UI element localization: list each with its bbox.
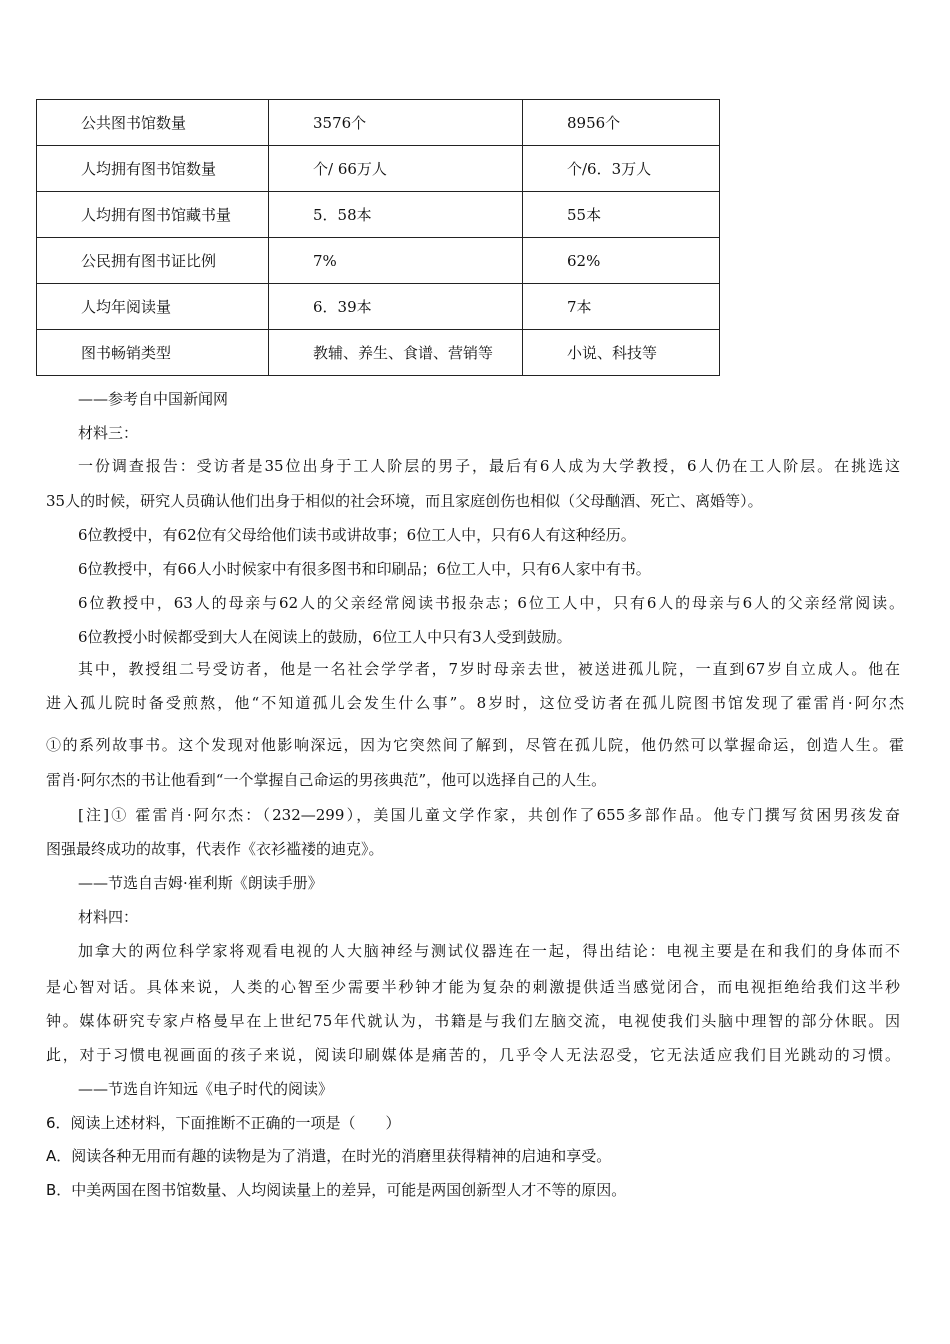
paragraph-line: 进入孤儿院时备受煎熬，他“不知道孤儿会发生什么事”。8岁时，这位受访者在孤儿院图书馆发现了霍雷肖·阿尔杰 bbox=[46, 694, 904, 712]
table-cell-china: 教辅、养生、食谱、营销等 bbox=[269, 330, 523, 376]
table-row bbox=[37, 238, 720, 284]
table-cell-label: 公民拥有图书证比例 bbox=[37, 238, 269, 284]
table-cell-usa: 55本 bbox=[523, 192, 720, 238]
table-cell-usa: 62% bbox=[523, 238, 720, 284]
answer-option-a: A．阅读各种无用而有趣的读物是为了消遣，在时光的消磨里获得精神的启迪和享受。 bbox=[46, 1147, 612, 1165]
paragraph-line: 6位教授中，有62位有父母给他们读书或讲故事；6位工人中，只有6人有这种经历。 bbox=[78, 526, 636, 544]
paragraph-line: 加拿大的两位科学家将观看电视的人大脑神经与测试仪器连在一起，得出结论：电视主要是在和我们的身体而不 bbox=[78, 942, 900, 960]
source-attribution: ——参考自中国新闻网 bbox=[78, 390, 229, 408]
material-3-title: 材料三： bbox=[78, 424, 139, 442]
question-stem: 6．阅读上述材料，下面推断不正确的一项是（ ） bbox=[46, 1114, 401, 1132]
table-row bbox=[37, 100, 720, 146]
material-4-title: 材料四： bbox=[78, 908, 139, 926]
table-cell-china: 3576个 bbox=[269, 100, 523, 146]
table-cell-usa: 7本 bbox=[523, 284, 720, 330]
paragraph-line: 雷肖·阿尔杰的书让他看到“一个掌握自己命运的男孩典范”，他可以选择自己的人生。 bbox=[46, 771, 607, 789]
table-cell-usa: 小说、科技等 bbox=[523, 330, 720, 376]
table-cell-label: 人均拥有图书馆数量 bbox=[37, 146, 269, 192]
paragraph-line: 6位教授中，63人的母亲与62人的父亲经常阅读书报杂志；6位工人中，只有6人的母亲与6人的父亲经常阅读。 bbox=[78, 594, 904, 612]
table-cell-usa: 8956个 bbox=[523, 100, 720, 146]
paragraph-line: 35人的时候，研究人员确认他们出身于相似的社会环境，而且家庭创伤也相似（父母酗酒、死亡、离婚等）。 bbox=[46, 492, 763, 510]
table-row bbox=[37, 146, 720, 192]
footnote-line: 图强最终成功的故事，代表作《衣衫褴褛的迪克》。 bbox=[46, 840, 384, 858]
table-cell-china: 个/ 66万人 bbox=[269, 146, 523, 192]
source-attribution: ——节选自吉姆·崔利斯《朗读手册》 bbox=[78, 874, 323, 892]
paragraph-line: ①的系列故事书。这个发现对他影响深远，因为它突然间了解到，尽管在孤儿院，他仍然可以掌握命运，创造人生。霍 bbox=[46, 736, 904, 754]
table-cell-china: 5．58本 bbox=[269, 192, 523, 238]
library-comparison-table bbox=[36, 99, 720, 376]
answer-option-b: B．中美两国在图书馆数量、人均阅读量上的差异，可能是两国创新型人才不等的原因。 bbox=[46, 1181, 627, 1199]
table-cell-china: 6．39本 bbox=[269, 284, 523, 330]
table-cell-usa: 个/6．3万人 bbox=[523, 146, 720, 192]
table-cell-china: 7% bbox=[269, 238, 523, 284]
paragraph-line: 是心智对话。具体来说，人类的心智至少需要半秒钟才能为复杂的刺激提供适当感觉闭合，而电视拒绝给我们这半秒 bbox=[46, 978, 900, 996]
paragraph-line: 此，对于习惯电视画面的孩子来说，阅读印刷媒体是痛苦的，几乎令人无法忍受，它无法适应我们目光跳动的习惯。 bbox=[46, 1046, 900, 1064]
footnote-line: [注]① 霍雷肖·阿尔杰：（232—299），美国儿童文学作家，共创作了655多部作品。他专门撰写贫困男孩发奋 bbox=[78, 806, 900, 824]
paragraph-line: 6位教授小时候都受到大人在阅读上的鼓励，6位工人中只有3人受到鼓励。 bbox=[78, 628, 572, 646]
table-cell-label: 图书畅销类型 bbox=[37, 330, 269, 376]
table-cell-label: 人均拥有图书馆藏书量 bbox=[37, 192, 269, 238]
paragraph-line: 其中，教授组二号受访者，他是一名社会学学者，7岁时母亲去世，被送进孤儿院，一直到67岁自立成人。他在 bbox=[78, 660, 900, 678]
paragraph-line: 一份调查报告：受访者是35位出身于工人阶层的男子，最后有6人成为大学教授，6人仍在工人阶层。在挑选这 bbox=[78, 457, 900, 475]
paragraph-line: 6位教授中，有66人小时候家中有很多图书和印刷品；6位工人中，只有6人家中有书。 bbox=[78, 560, 651, 578]
table-cell-label: 人均年阅读量 bbox=[37, 284, 269, 330]
table-row bbox=[37, 284, 720, 330]
table-row bbox=[37, 330, 720, 376]
source-attribution: ——节选自许知远《电子时代的阅读》 bbox=[78, 1080, 334, 1098]
table-row bbox=[37, 192, 720, 238]
table-cell-label: 公共图书馆数量 bbox=[37, 100, 269, 146]
paragraph-line: 钟。媒体研究专家卢格曼早在上世纪75年代就认为，书籍是与我们左脑交流，电视使我们头脑中理智的部分休眠。因 bbox=[46, 1012, 900, 1030]
